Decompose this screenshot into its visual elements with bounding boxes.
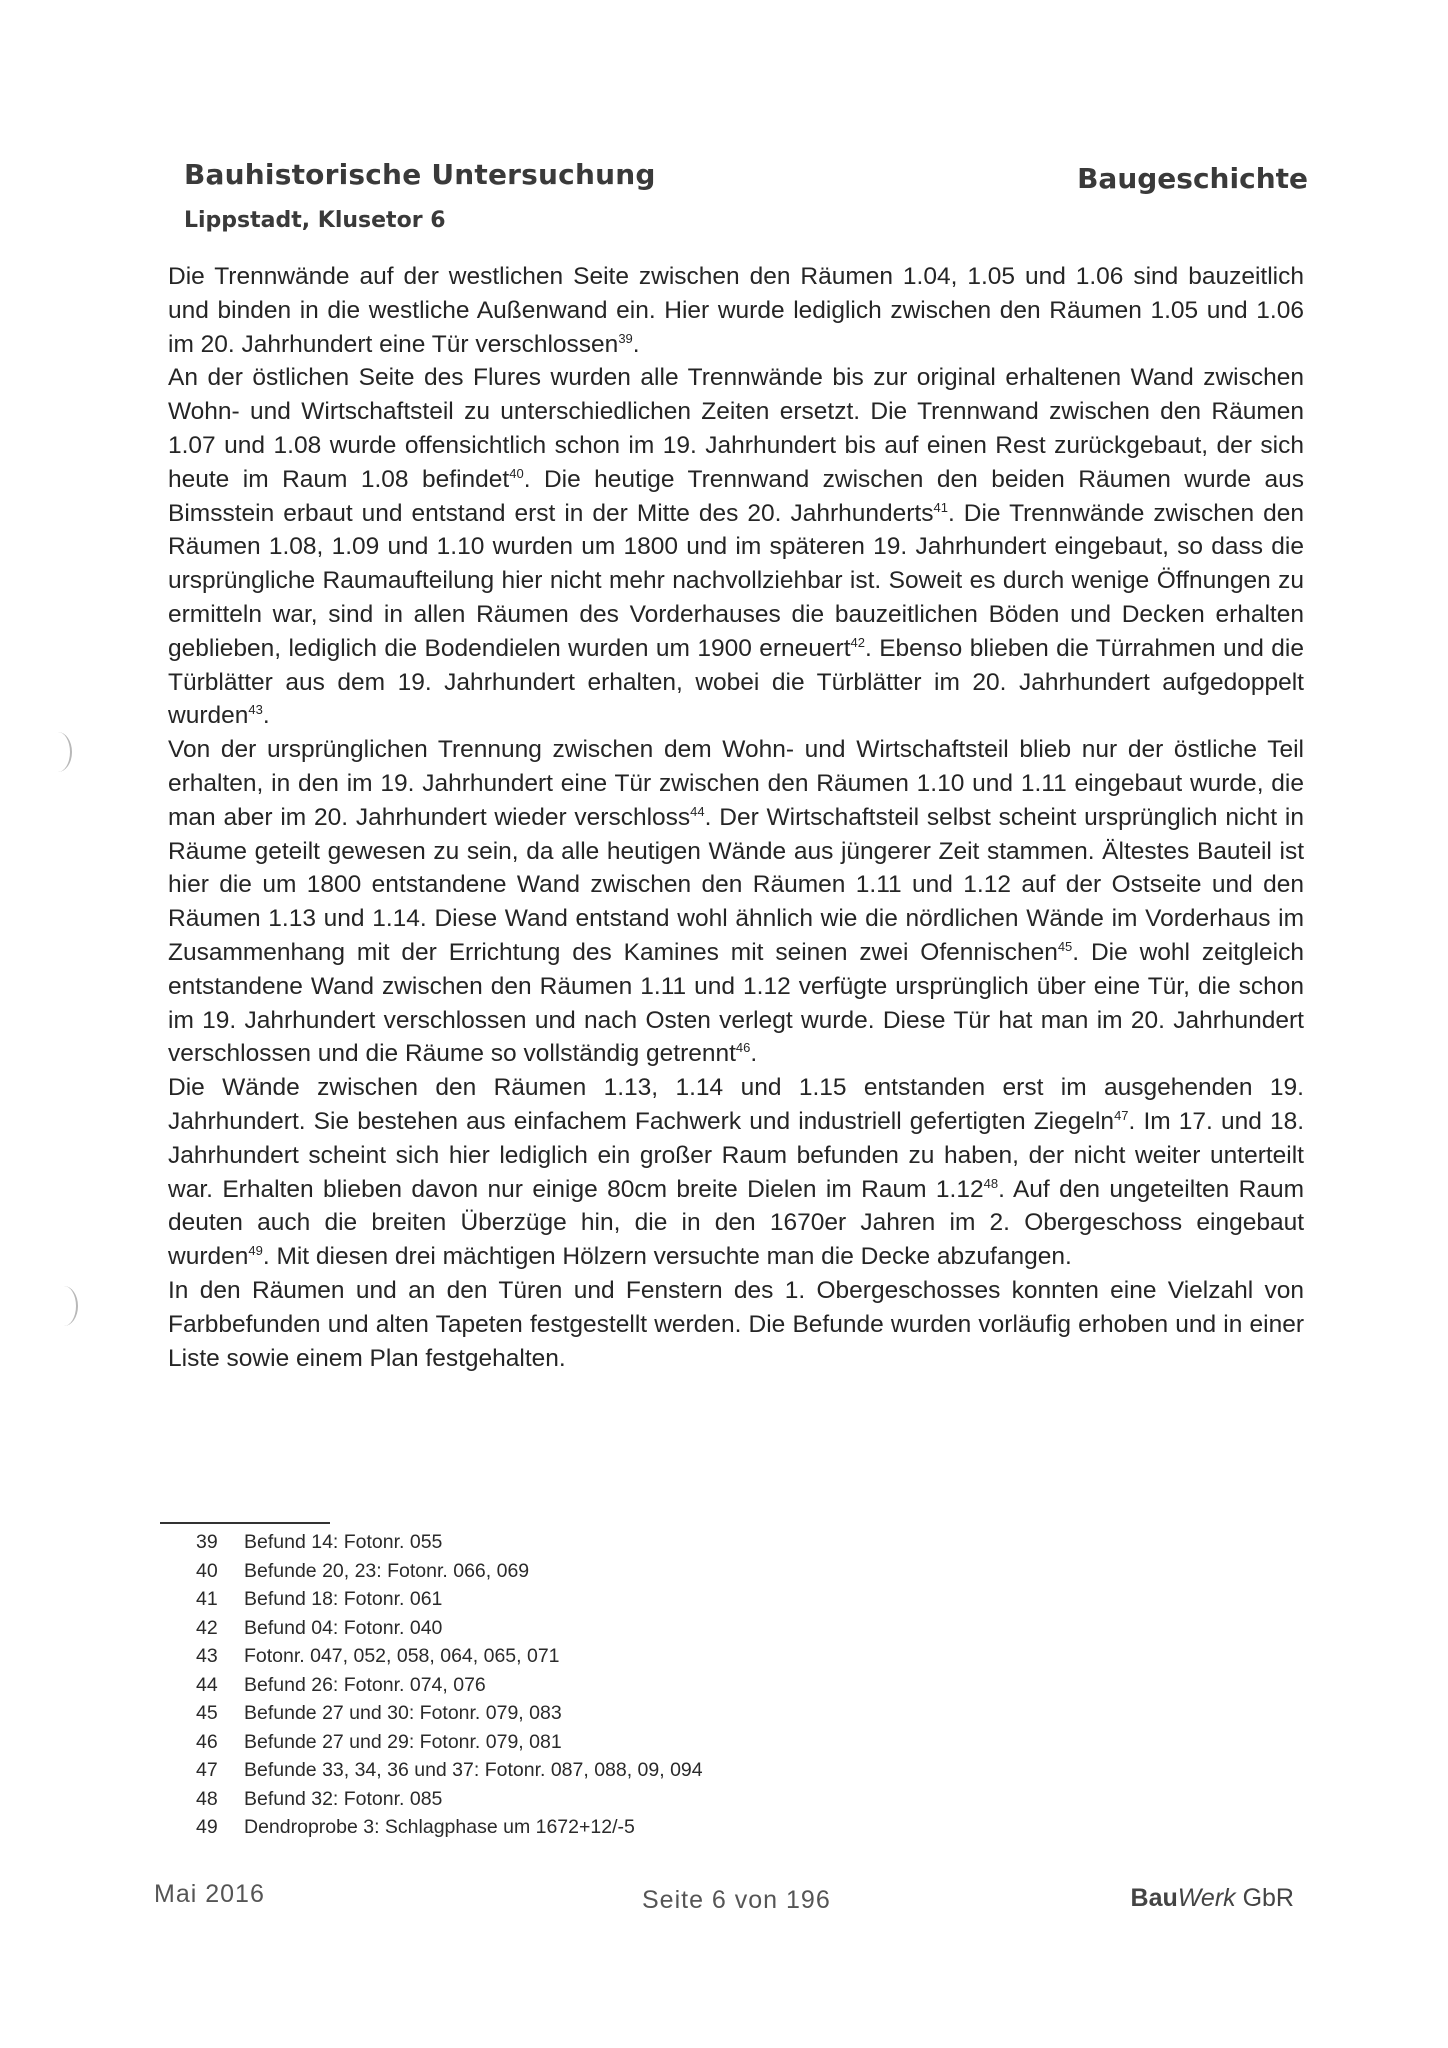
footnote-text: Befunde 27 und 29: Fotonr. 079, 081 bbox=[244, 1730, 562, 1753]
report-location: Lippstadt, Klusetor 6 bbox=[184, 208, 446, 233]
footnote-item bbox=[196, 1756, 703, 1785]
footnote-text: Befunde 20, 23: Fotonr. 066, 069 bbox=[244, 1559, 530, 1582]
footnote-ref: 49 bbox=[248, 1243, 263, 1259]
punch-hole-bottom bbox=[50, 1286, 78, 1326]
footer-date: Mai 2016 bbox=[154, 1880, 265, 1908]
footnote-item bbox=[196, 1785, 703, 1814]
brand-rest: GbR bbox=[1235, 1884, 1294, 1912]
paragraph bbox=[168, 1274, 1304, 1375]
footnote-text: Befund 26: Fotonr. 074, 076 bbox=[244, 1673, 486, 1696]
footnote-number: 39 bbox=[196, 1531, 218, 1553]
text-run: Die Wände zwischen den Räumen 1.13, 1.14 und 1.15 entstanden erst im ausgehenden 19. Jahrhundert. Sie bestehen aus einfachem Fachwerk und industriell gefertigten Ziegeln bbox=[168, 1074, 1304, 1135]
footnote-number: 48 bbox=[196, 1787, 218, 1810]
paragraph bbox=[168, 733, 1304, 1071]
footnote-number: 49 bbox=[196, 1816, 218, 1838]
footnote-text: Befunde 27 und 30: Fotonr. 079, 083 bbox=[244, 1702, 562, 1724]
footnote-text: Fotonr. 047, 052, 058, 064, 065, 071 bbox=[244, 1645, 560, 1667]
text-run: An der östlichen Seite des Flures wurden alle Trennwände bis zur original erhaltenen Wand zwischen Wohn- und Wirtschaftsteil zu unterschiedlichen Zeiten ersetzt. Die Trennwand zwischen den Räumen 1.07 und 1.08 wurde offensichtlich schon im 19. Jahrhundert bis auf einen Rest zurückgebaut, der sich heute im Raum 1.08 befindet bbox=[168, 364, 1304, 493]
footnotes bbox=[196, 1528, 703, 1842]
text-run: . Im 17. und 18. Jahrhundert scheint sich hier lediglich ein großer Raum befunden zu haben, der nicht weiter unterteilt war. Erhalten blieben davon nur einige 80cm breite Dielen im Raum 1.12 bbox=[168, 1107, 1305, 1203]
text-run: . Der Wirtschaftsteil selbst scheint ursprünglich nicht in Räume geteilt gewesen zu sein, da alle heutigen Wände aus jüngerer Zeit stammen. Ältestes Bauteil ist hier die um 1800 entstandene Wand zwischen den Räumen 1.11 und 1.12 auf der Ostseite und den Räumen 1.13 und 1.14. Diese Wand entstand wohl ähnlich wie die nördlichen Wände im Vorderhaus im Zusammenhang mit der Errichtung des Kamines mit seinen zwei Ofennischen bbox=[168, 803, 1304, 966]
footnote-text: Befund 18: Fotonr. 061 bbox=[244, 1588, 443, 1610]
text-run: . Die Trennwände zwischen den Räumen 1.08, 1.09 und 1.10 wurden um 1800 und im späteren 19. Jahrhundert eingebaut, so dass die ursprüngliche Raumaufteilung hier nicht mehr nachvollziehbar ist. Soweit es durch wenige Öffnungen zu ermitteln war, sind in allen Räumen des Vorderhauses die bauzeitlichen Böden und Decken erhalten geblieben, lediglich die Bodendielen wurden um 1900 erneuert bbox=[168, 499, 1304, 662]
footnote-ref: 48 bbox=[983, 1175, 999, 1191]
footnote-ref: 43 bbox=[248, 702, 263, 718]
body-text bbox=[168, 260, 1304, 1375]
text-run: . Die wohl zeitgleich entstandene Wand zwischen den Räumen 1.11 und 1.12 verfügte ursprünglich über eine Tür, die schon im 19. Jahrhundert verschlossen und nach Osten verlegt wurde. Diese Tür hat man im 20. Jahrhundert verschlossen und die Räume so vollständig getrennt bbox=[168, 938, 1304, 1068]
footnote-item bbox=[196, 1813, 703, 1842]
footnote-ref: 45 bbox=[1057, 938, 1073, 954]
text-run: . bbox=[262, 702, 270, 730]
footnote-text: Befunde 33, 34, 36 und 37: Fotonr. 087, 088, 09, 094 bbox=[244, 1759, 703, 1781]
paragraph bbox=[168, 1071, 1304, 1274]
footnote-item bbox=[196, 1642, 703, 1671]
footnote-number: 47 bbox=[196, 1759, 218, 1781]
brand-italic: Werk bbox=[1177, 1884, 1236, 1912]
footnote-number: 46 bbox=[196, 1730, 218, 1753]
paragraph bbox=[168, 361, 1304, 733]
text-run: Die Trennwände auf der westlichen Seite zwischen den Räumen 1.04, 1.05 und 1.06 sind bauzeitlich und binden in die westliche Außenwand ein. Hier wurde lediglich zwischen den Räumen 1.05 und 1.06 im 20. Jahrhundert eine Tür verschlossen bbox=[168, 263, 1304, 358]
footnote-text: Befund 32: Fotonr. 085 bbox=[244, 1787, 443, 1810]
text-run: . Die heutige Trennwand zwischen den beiden Räumen wurde aus Bimsstein erbaut und entstand erst in der Mitte des 20. Jahrhunderts bbox=[168, 465, 1304, 527]
section-title: Baugeschichte bbox=[1077, 162, 1308, 195]
footnote-ref: 46 bbox=[735, 1040, 751, 1056]
footnote-item bbox=[196, 1699, 703, 1728]
footnote-ref: 39 bbox=[618, 330, 633, 346]
footnote-ref: 42 bbox=[850, 634, 865, 650]
text-run: . Mit diesen drei mächtigen Hölzern versuchte man die Decke abzufangen. bbox=[262, 1243, 1072, 1271]
footnote-item bbox=[196, 1728, 703, 1757]
footnote-number: 43 bbox=[196, 1645, 218, 1667]
footer-brand bbox=[1131, 1884, 1294, 1913]
footnote-number: 42 bbox=[196, 1616, 218, 1639]
paragraph bbox=[168, 260, 1304, 361]
footnote-ref: 41 bbox=[933, 499, 948, 515]
footer-page-number: Seite 6 von 196 bbox=[642, 1886, 831, 1914]
footnote-ref: 40 bbox=[509, 465, 524, 481]
footnote-ref: 44 bbox=[690, 803, 705, 819]
footnote-item bbox=[196, 1614, 703, 1643]
text-run: Von der ursprünglichen Trennung zwischen dem Wohn- und Wirtschaftsteil blieb nur der östliche Teil erhalten, in den im 19. Jahrhundert eine Tür zwischen den Räumen 1.10 und 1.11 eingebaut wurde, die man aber im 20. Jahrhundert wieder verschloss bbox=[168, 736, 1304, 831]
brand-bold: Bau bbox=[1130, 1884, 1178, 1912]
footnote-number: 44 bbox=[196, 1673, 218, 1696]
footnote-item bbox=[196, 1585, 703, 1614]
footnote-ref: 47 bbox=[1114, 1107, 1129, 1123]
footnote-text: Dendroprobe 3: Schlagphase um 1672+12/-5 bbox=[244, 1816, 635, 1838]
footnote-number: 45 bbox=[196, 1702, 218, 1724]
footnote-number: 41 bbox=[196, 1588, 218, 1610]
report-title: Bauhistorische Untersuchung bbox=[184, 158, 656, 191]
footnote-text: Befund 14: Fotonr. 055 bbox=[244, 1531, 443, 1553]
text-run: . bbox=[750, 1040, 758, 1068]
text-run: . Ebenso blieben die Türrahmen und die Türblätter aus dem 19. Jahrhundert erhalten, wobei die Türblätter im 20. Jahrhundert aufgedoppelt wurden bbox=[168, 634, 1304, 730]
footnote-divider bbox=[160, 1522, 330, 1524]
text-run: In den Räumen und an den Türen und Fenstern des 1. Obergeschosses konnten eine Vielzahl von Farbbefunden und alten Tapeten festgestellt werden. Die Befunde wurden vorläufig erhoben und in einer Liste sowie einem Plan festgehalten. bbox=[168, 1276, 1304, 1372]
footnote-item bbox=[196, 1528, 703, 1557]
text-run: . Auf den ungeteilten Raum deuten auch die breiten Überzüge hin, die in den 1670er Jahren im 2. Obergeschoss eingebaut wurden bbox=[168, 1175, 1305, 1271]
text-run: . bbox=[632, 330, 640, 358]
footnote-text: Befund 04: Fotonr. 040 bbox=[244, 1616, 443, 1639]
punch-hole-top bbox=[44, 732, 72, 772]
footnote-item bbox=[196, 1671, 703, 1700]
footnote-number: 40 bbox=[196, 1559, 218, 1582]
footnote-item bbox=[196, 1557, 703, 1586]
